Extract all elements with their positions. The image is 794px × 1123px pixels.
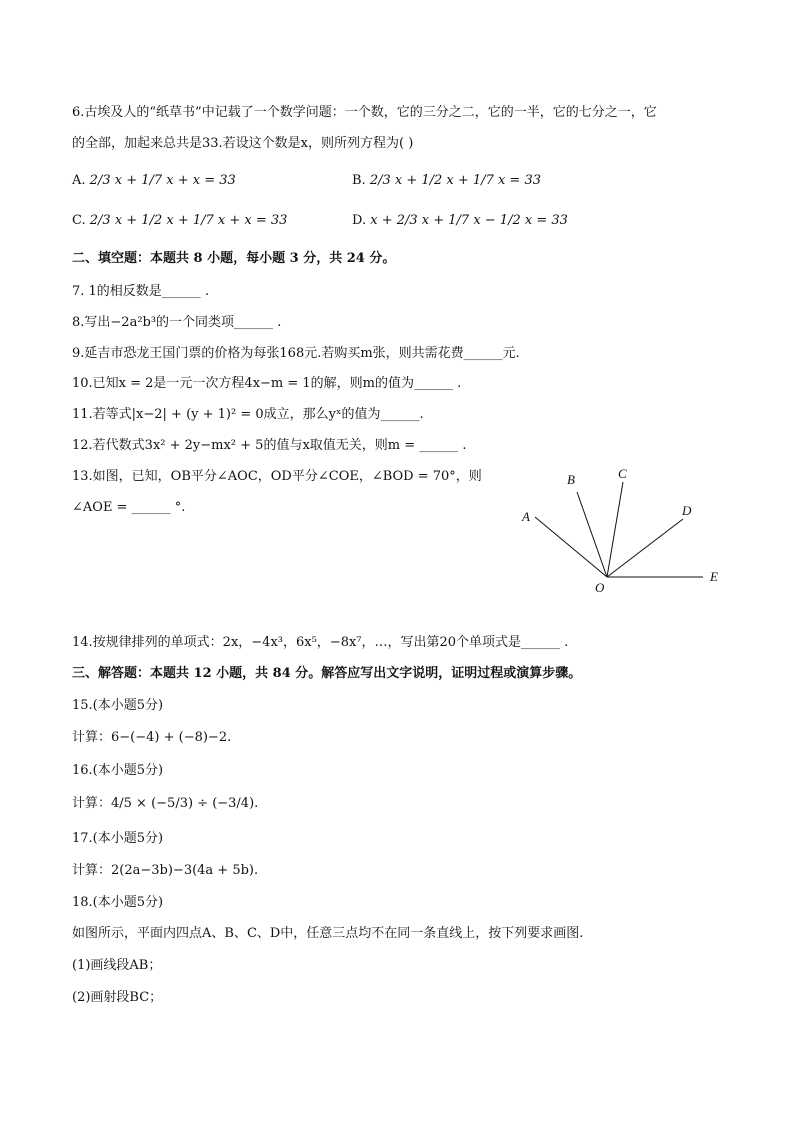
option-label: A.	[72, 173, 86, 188]
label-c: C	[618, 466, 627, 481]
q15-body: 计算：6−(−4) + (−8)−2.	[72, 730, 232, 745]
q18-line1: 如图所示，平面内四点A、B、C、D中，任意三点均不在同一条直线上，按下列要求画图.	[72, 926, 584, 941]
option-label: B.	[352, 173, 366, 188]
q18-item1: (1)画线段AB；	[72, 958, 162, 973]
ray-od	[607, 519, 683, 577]
q15-head: 15.(本小题5分)	[72, 698, 164, 713]
section-3-title: 三、解答题：本题共 12 小题，共 84 分。解答应写出文字说明，证明过程或演算步骤。	[72, 666, 582, 681]
q13-line2: ∠AOE = ______ °.	[72, 500, 186, 515]
option-text: 2/3 x + 1/2 x + 1/7 x + x = 33	[89, 213, 288, 228]
q7: 7. 1的相反数是______ .	[72, 284, 210, 299]
q10: 10.已知x = 2是一元一次方程4x−m = 1的解，则m的值为______ .	[72, 376, 462, 391]
q6-line1: 6.古埃及人的“纸草书”中记载了一个数学问题：一个数，它的三分之二，它的一半，它的七分之一，它	[72, 105, 657, 120]
q11: 11.若等式|x−2| + (y + 1)² = 0成立，那么yˣ的值为______.	[72, 407, 424, 422]
q16-body: 计算：4/5 × (−5/3) ÷ (−3/4).	[72, 796, 259, 811]
q17-head: 17.(本小题5分)	[72, 831, 164, 846]
q14: 14.按规律排列的单项式：2x，−4x³，6x⁵，−8x⁷，…，写出第20个单项式是______ .	[72, 635, 569, 650]
q16-head: 16.(本小题5分)	[72, 763, 164, 778]
q8: 8.写出−2a²b³的一个同类项______ .	[72, 315, 282, 330]
label-o: O	[595, 580, 605, 595]
ray-oc	[607, 482, 623, 577]
q6-option-c	[72, 212, 287, 230]
option-text: 2/3 x + 1/2 x + 1/7 x = 33	[369, 173, 541, 188]
option-label: D.	[352, 213, 367, 228]
q6-option-d	[352, 212, 568, 230]
q18-head: 18.(本小题5分)	[72, 895, 164, 910]
option-label: C.	[72, 213, 86, 228]
q12: 12.若代数式3x² + 2y−mx² + 5的值与x取值无关，则m = ______ .	[72, 438, 467, 453]
q9: 9.延吉市恐龙王国门票的价格为每张168元.若购买m张，则共需花费______元.	[72, 346, 520, 361]
q18-item2: (2)画射段BC；	[72, 990, 163, 1005]
q17-body: 计算：2(2a−3b)−3(4a + 5b).	[72, 863, 259, 878]
label-e: E	[710, 569, 718, 584]
label-a: A	[522, 509, 530, 524]
option-text: 2/3 x + 1/7 x + x = 33	[89, 173, 236, 188]
label-b: B	[567, 472, 575, 487]
angle-figure	[510, 462, 730, 597]
q6-option-b	[352, 172, 541, 190]
q6-line2: 的全部，加起来总共是33.若设这个数是x，则所列方程为( )	[72, 136, 414, 151]
q13-line1: 13.如图，已知，OB平分∠AOC，OD平分∠COE，∠BOD = 70°，则	[72, 469, 482, 484]
section-2-title: 二、填空题：本题共 8 小题，每小题 3 分，共 24 分。	[72, 251, 396, 266]
option-text: x + 2/3 x + 1/7 x − 1/2 x = 33	[370, 213, 568, 228]
label-d: D	[682, 503, 692, 518]
q6-option-a	[72, 172, 236, 190]
